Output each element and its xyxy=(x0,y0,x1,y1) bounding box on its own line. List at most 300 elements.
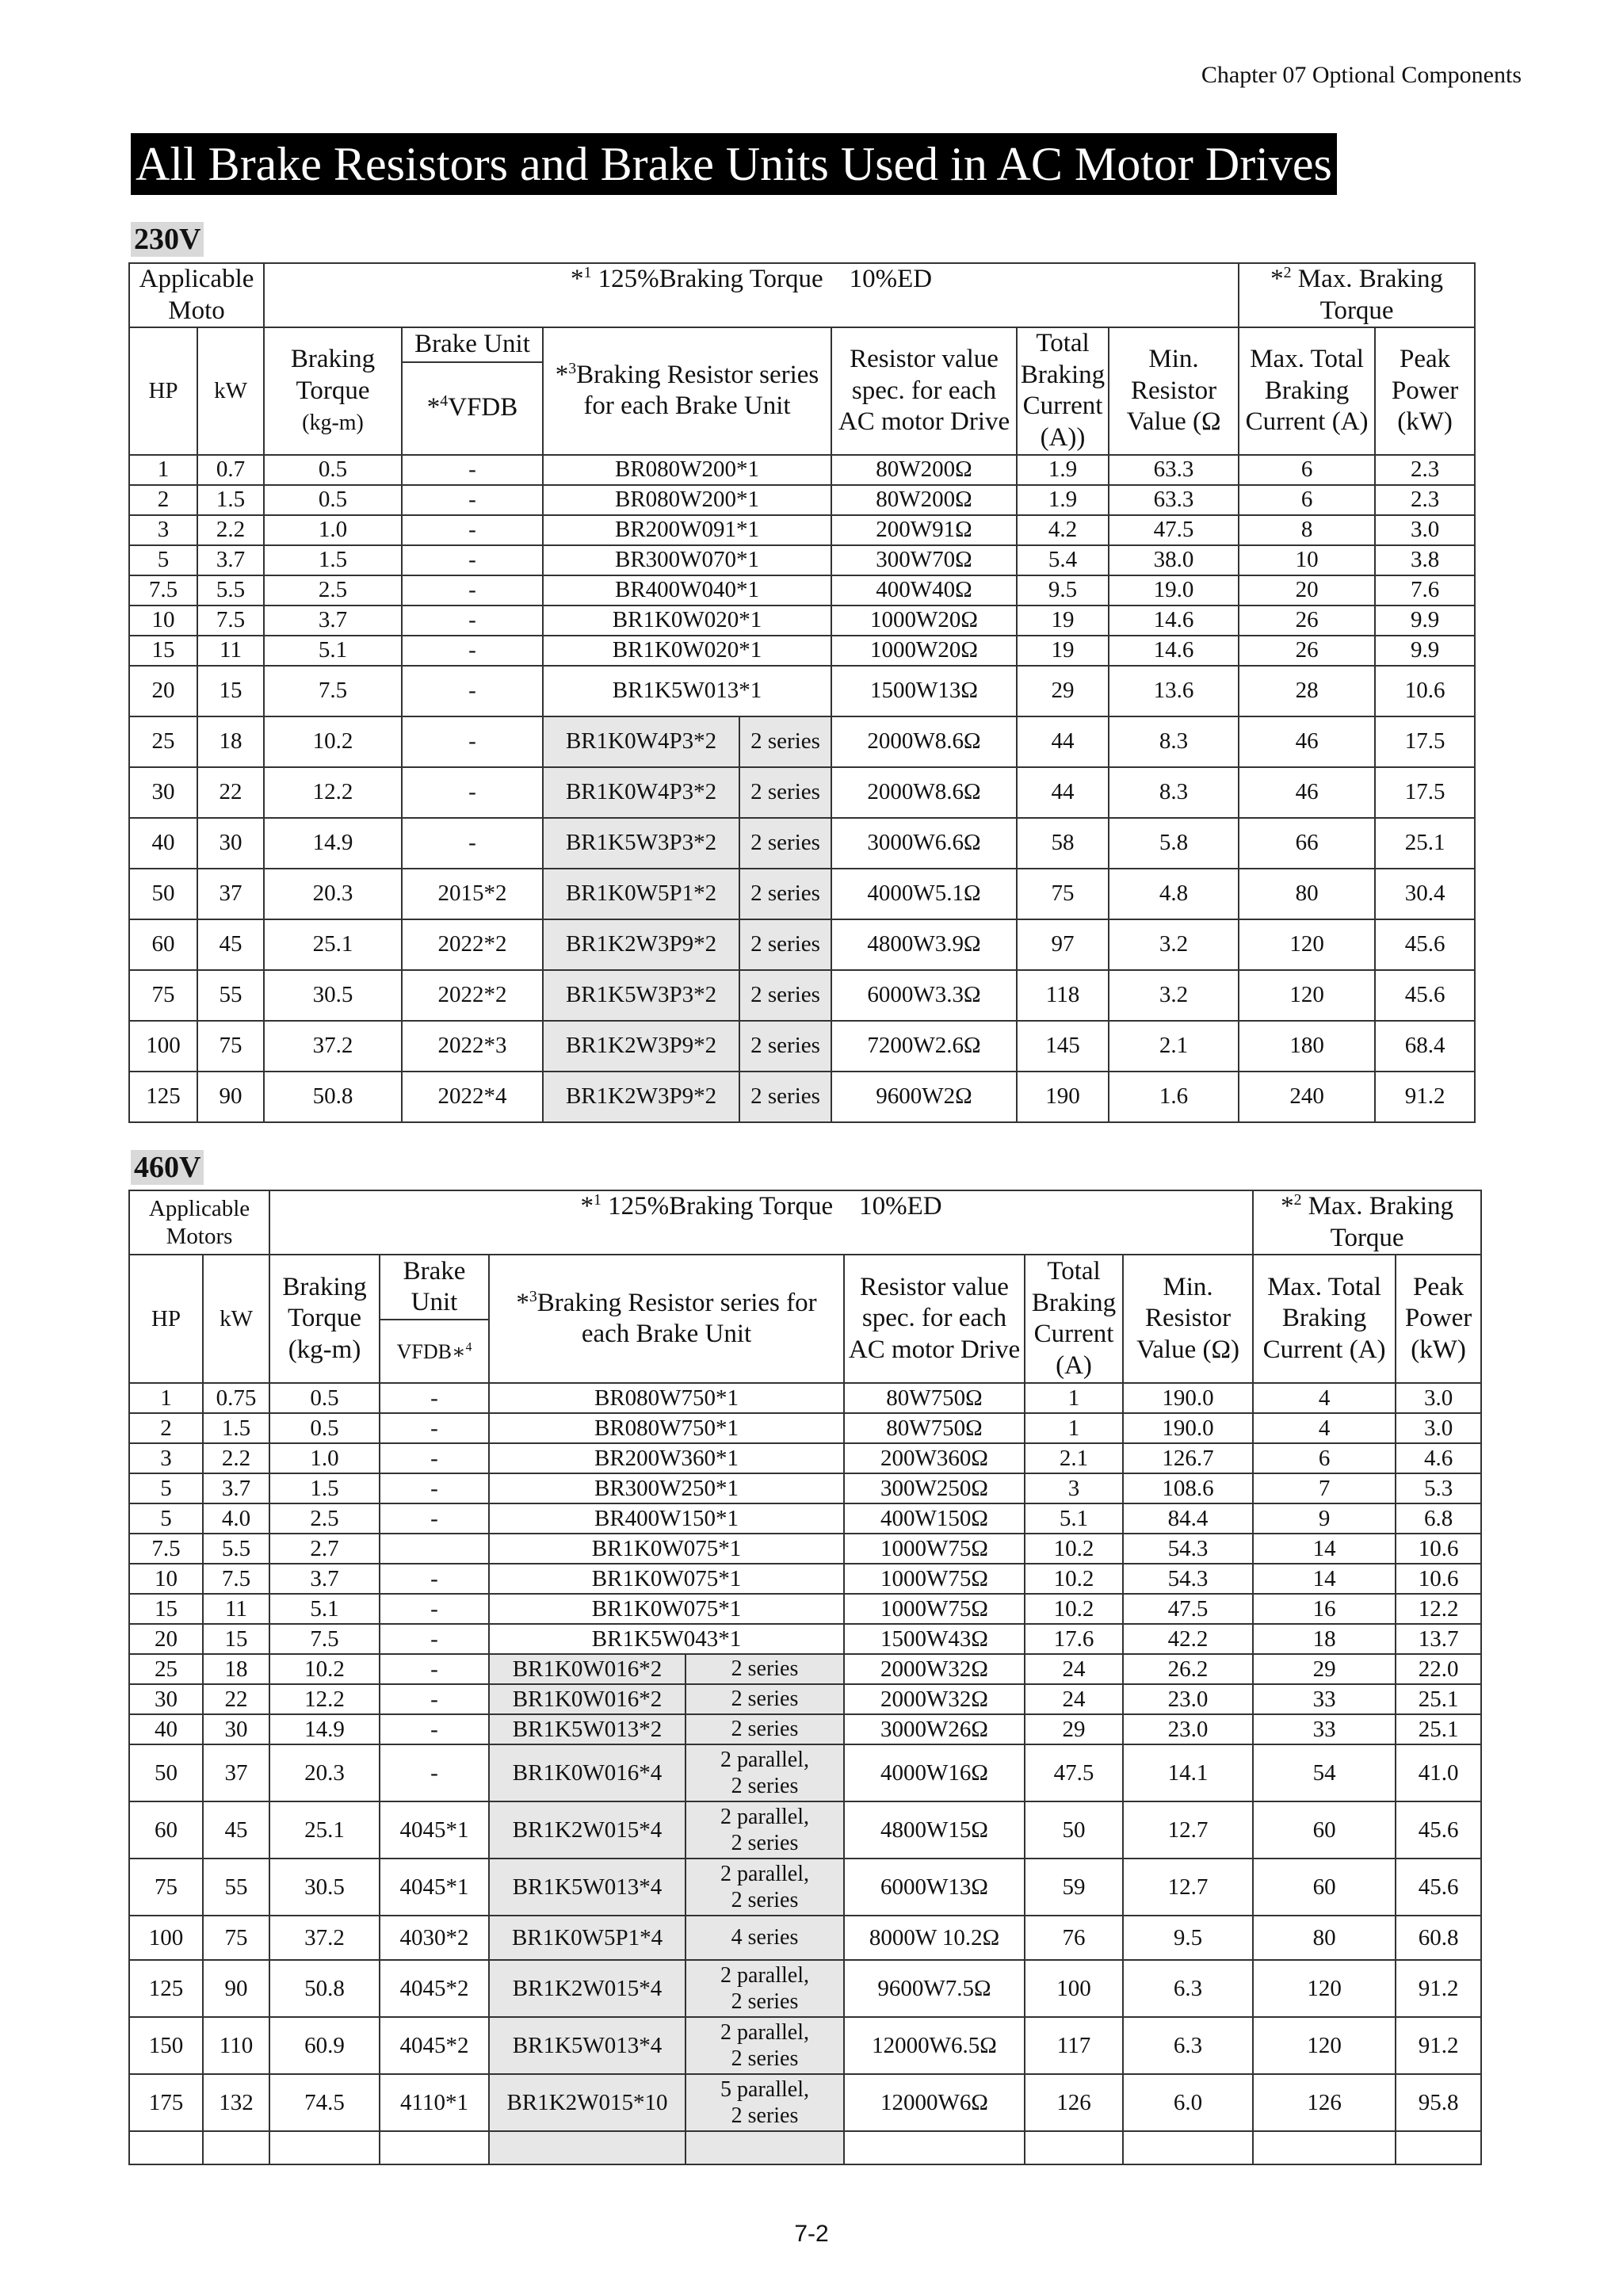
cell-minr: 190.0 xyxy=(1123,1413,1253,1443)
cell-spec: 300W70Ω xyxy=(831,545,1017,575)
table-row xyxy=(129,1564,1481,1594)
cell-peak: 95.8 xyxy=(1396,2074,1481,2131)
cell-series: 2 series xyxy=(685,1714,844,1744)
cell-minr: 13.6 xyxy=(1109,666,1239,716)
header-vfdb: *$^4$VFDB xyxy=(402,362,543,455)
cell-hp: 20 xyxy=(129,1624,203,1654)
cell-minr: 26.2 xyxy=(1123,1654,1253,1684)
cell-minr: 14.6 xyxy=(1109,636,1239,666)
cell-res: BR200W091*1 xyxy=(543,515,831,545)
cell-cur: 97 xyxy=(1017,919,1109,970)
cell-unit: - xyxy=(380,1684,489,1714)
cell-kw: 3.7 xyxy=(197,545,264,575)
cell-res: BR1K5W3P3*2 xyxy=(543,970,739,1021)
cell-bt: 30.5 xyxy=(269,1859,380,1916)
cell-unit: 4045*1 xyxy=(380,1801,489,1859)
cell-bt: 5.1 xyxy=(269,1594,380,1624)
table-row xyxy=(129,1916,1481,1960)
cell-spec: 9600W2Ω xyxy=(831,1072,1017,1122)
table-row xyxy=(129,2017,1481,2074)
cell-spec: 1000W75Ω xyxy=(844,1594,1025,1624)
cell-maxc: 33 xyxy=(1253,1684,1396,1714)
cell-spec: 1500W43Ω xyxy=(844,1624,1025,1654)
cell-unit: - xyxy=(380,1594,489,1624)
cell-res: BR1K5W013*4 xyxy=(489,2017,685,2074)
cell-hp: 30 xyxy=(129,767,197,818)
cell-unit: - xyxy=(380,1564,489,1594)
cell-minr: 54.3 xyxy=(1123,1534,1253,1564)
table-row xyxy=(129,1443,1481,1473)
cell-cur: 1 xyxy=(1025,1383,1123,1413)
cell-spec: 1000W75Ω xyxy=(844,1534,1025,1564)
cell-unit: - xyxy=(380,1443,489,1473)
cell-kw: 90 xyxy=(203,1960,269,2017)
cell-unit: - xyxy=(402,455,543,485)
cell-spec: 400W150Ω xyxy=(844,1503,1025,1534)
cell-peak: 17.5 xyxy=(1375,716,1475,767)
cell-minr: 19.0 xyxy=(1109,575,1239,606)
cell-kw: 55 xyxy=(203,1859,269,1916)
table-row xyxy=(129,545,1475,575)
cell-res: BR1K0W4P3*2 xyxy=(543,716,739,767)
cell-series: 2 parallel, 2 series xyxy=(685,1960,844,2017)
cell-res: BR1K2W3P9*2 xyxy=(543,919,739,970)
cell-kw: 30 xyxy=(203,1714,269,1744)
cell-peak: 45.6 xyxy=(1375,970,1475,1021)
cell-hp: 5 xyxy=(129,1473,203,1503)
cell-minr: 2.1 xyxy=(1109,1021,1239,1072)
cell-maxc: 29 xyxy=(1253,1654,1396,1684)
cell-cur: 47.5 xyxy=(1025,1744,1123,1801)
section-label-460v: 460V xyxy=(131,1150,204,1185)
cell-cur: 118 xyxy=(1017,970,1109,1021)
cell-cur: 2.1 xyxy=(1025,1443,1123,1473)
cell-minr: 108.6 xyxy=(1123,1473,1253,1503)
cell-minr: 5.8 xyxy=(1109,818,1239,869)
table-row xyxy=(129,666,1475,716)
cell-minr: 9.5 xyxy=(1123,1916,1253,1960)
header-resistor-series: *$^3$Braking Resistor series for each Brake Unit xyxy=(489,1255,844,1383)
cell-peak: 45.6 xyxy=(1396,1859,1481,1916)
cell-maxc: 4 xyxy=(1253,1413,1396,1443)
cell-spec: 4800W15Ω xyxy=(844,1801,1025,1859)
cell-cur: 75 xyxy=(1017,869,1109,919)
cell-peak: 17.5 xyxy=(1375,767,1475,818)
cell-kw: 1.5 xyxy=(197,485,264,515)
cell-unit: - xyxy=(380,1714,489,1744)
cell-minr: 6.0 xyxy=(1123,2074,1253,2131)
cell-spec: 2000W8.6Ω xyxy=(831,716,1017,767)
cell-spec: 4000W5.1Ω xyxy=(831,869,1017,919)
cell-series: 2 series xyxy=(739,716,831,767)
table-row xyxy=(129,606,1475,636)
cell-minr: 126.7 xyxy=(1123,1443,1253,1473)
cell-bt: 3.7 xyxy=(264,606,402,636)
cell-kw: 5.5 xyxy=(203,1534,269,1564)
cell-spec: 2000W32Ω xyxy=(844,1684,1025,1714)
header-vfdb-text: VFDB xyxy=(448,393,518,422)
cell-maxc: 6 xyxy=(1253,1443,1396,1473)
cell-peak: 10.6 xyxy=(1396,1564,1481,1594)
cell-peak: 25.1 xyxy=(1396,1714,1481,1744)
table-row-empty xyxy=(129,2131,1481,2164)
cell-res: BR1K0W016*2 xyxy=(489,1684,685,1714)
cell-hp: 75 xyxy=(129,1859,203,1916)
cell-cur: 24 xyxy=(1025,1684,1123,1714)
cell-spec: 1000W20Ω xyxy=(831,636,1017,666)
cell-res: BR300W250*1 xyxy=(489,1473,844,1503)
header-group-125-torque: *$^1$ 125%Braking Torque 10%ED xyxy=(269,1190,1253,1255)
cell-spec: 1500W13Ω xyxy=(831,666,1017,716)
table-row xyxy=(129,1801,1481,1859)
cell-hp: 1 xyxy=(129,1383,203,1413)
cell-unit: 4110*1 xyxy=(380,2074,489,2131)
brake-table-230v xyxy=(128,262,1476,1123)
cell-res: BR1K0W075*1 xyxy=(489,1594,844,1624)
cell-hp: 7.5 xyxy=(129,1534,203,1564)
header-kw: kW xyxy=(197,327,264,454)
cell-cur: 59 xyxy=(1025,1859,1123,1916)
cell-maxc: 6 xyxy=(1239,485,1375,515)
cell-res: BR080W200*1 xyxy=(543,455,831,485)
cell-peak: 25.1 xyxy=(1375,818,1475,869)
cell-maxc: 26 xyxy=(1239,606,1375,636)
cell-cur: 9.5 xyxy=(1017,575,1109,606)
header-braking-torque xyxy=(264,327,402,454)
cell-res: BR1K0W020*1 xyxy=(543,636,831,666)
cell-cur: 44 xyxy=(1017,716,1109,767)
cell-series: 2 series xyxy=(739,1021,831,1072)
cell-bt: 10.2 xyxy=(264,716,402,767)
cell-unit: 2022*3 xyxy=(402,1021,543,1072)
cell-hp: 175 xyxy=(129,2074,203,2131)
cell-peak: 9.9 xyxy=(1375,636,1475,666)
cell-cur: 29 xyxy=(1025,1714,1123,1744)
cell-series: 2 series xyxy=(739,970,831,1021)
cell-res: BR080W200*1 xyxy=(543,485,831,515)
cell-res: BR1K5W043*1 xyxy=(489,1624,844,1654)
cell-kw: 15 xyxy=(197,666,264,716)
cell-kw: 75 xyxy=(197,1021,264,1072)
table-row xyxy=(129,767,1475,818)
cell-res: BR1K2W015*4 xyxy=(489,1801,685,1859)
cell-peak: 2.3 xyxy=(1375,485,1475,515)
cell-spec: 2000W8.6Ω xyxy=(831,767,1017,818)
cell-cur: 17.6 xyxy=(1025,1624,1123,1654)
cell-cur: 76 xyxy=(1025,1916,1123,1960)
cell-cur: 100 xyxy=(1025,1960,1123,2017)
cell-empty xyxy=(489,2131,685,2164)
cell-spec: 8000W 10.2Ω xyxy=(844,1916,1025,1960)
cell-peak: 91.2 xyxy=(1375,1072,1475,1122)
table-row xyxy=(129,1473,1481,1503)
cell-maxc: 8 xyxy=(1239,515,1375,545)
cell-unit: - xyxy=(402,716,543,767)
cell-maxc: 4 xyxy=(1253,1383,1396,1413)
cell-hp: 5 xyxy=(129,545,197,575)
cell-spec: 200W91Ω xyxy=(831,515,1017,545)
cell-hp: 15 xyxy=(129,636,197,666)
cell-unit: - xyxy=(380,1473,489,1503)
cell-spec: 3000W6.6Ω xyxy=(831,818,1017,869)
cell-bt: 1.5 xyxy=(269,1473,380,1503)
header-total-current: Total Braking Current (A) xyxy=(1025,1255,1123,1383)
cell-res: BR1K2W015*10 xyxy=(489,2074,685,2131)
cell-empty xyxy=(1123,2131,1253,2164)
header-group-max-torque: *$^2$ Max. Braking Torque xyxy=(1239,263,1475,327)
cell-empty xyxy=(129,2131,203,2164)
cell-kw: 18 xyxy=(203,1654,269,1684)
cell-spec: 300W250Ω xyxy=(844,1473,1025,1503)
cell-kw: 37 xyxy=(197,869,264,919)
page-title: All Brake Resistors and Brake Units Used in AC Motor Drives xyxy=(131,133,1337,195)
cell-unit: - xyxy=(402,575,543,606)
cell-unit: - xyxy=(380,1413,489,1443)
cell-hp: 100 xyxy=(129,1021,197,1072)
header-peak-power: Peak Power (kW) xyxy=(1375,327,1475,454)
header-braking-torque: Braking Torque (kg-m) xyxy=(269,1255,380,1383)
cell-bt: 74.5 xyxy=(269,2074,380,2131)
cell-bt: 5.1 xyxy=(264,636,402,666)
header-vfdb: VFDB∗$^4$ xyxy=(380,1320,489,1383)
cell-peak: 6.8 xyxy=(1396,1503,1481,1534)
cell-unit: 2022*2 xyxy=(402,970,543,1021)
cell-minr: 14.6 xyxy=(1109,606,1239,636)
cell-maxc: 80 xyxy=(1239,869,1375,919)
cell-peak: 5.3 xyxy=(1396,1473,1481,1503)
cell-kw: 11 xyxy=(197,636,264,666)
cell-unit: - xyxy=(380,1744,489,1801)
cell-bt: 37.2 xyxy=(264,1021,402,1072)
cell-hp: 50 xyxy=(129,1744,203,1801)
cell-unit: - xyxy=(402,515,543,545)
cell-spec: 80W200Ω xyxy=(831,485,1017,515)
page-number: 7-2 xyxy=(794,2221,829,2247)
table-row xyxy=(129,1714,1481,1744)
cell-series: 5 parallel, 2 series xyxy=(685,2074,844,2131)
cell-maxc: 60 xyxy=(1253,1801,1396,1859)
cell-kw: 45 xyxy=(197,919,264,970)
cell-empty xyxy=(203,2131,269,2164)
cell-bt: 1.5 xyxy=(264,545,402,575)
header-group-max-torque-text: Max. Braking Torque xyxy=(1308,1192,1454,1252)
header-applicable-motors: Applicable Motors xyxy=(129,1190,269,1255)
cell-maxc: 120 xyxy=(1253,2017,1396,2074)
cell-peak: 9.9 xyxy=(1375,606,1475,636)
cell-spec: 1000W20Ω xyxy=(831,606,1017,636)
cell-cur: 1 xyxy=(1025,1413,1123,1443)
cell-res: BR080W750*1 xyxy=(489,1413,844,1443)
cell-hp: 25 xyxy=(129,716,197,767)
cell-bt: 10.2 xyxy=(269,1654,380,1684)
cell-kw: 90 xyxy=(197,1072,264,1122)
brake-table-460v xyxy=(128,1190,1482,2165)
cell-minr: 190.0 xyxy=(1123,1383,1253,1413)
cell-peak: 3.8 xyxy=(1375,545,1475,575)
cell-spec: 2000W32Ω xyxy=(844,1654,1025,1684)
cell-empty xyxy=(1396,2131,1481,2164)
cell-hp: 7.5 xyxy=(129,575,197,606)
cell-empty xyxy=(685,2131,844,2164)
table-row xyxy=(129,970,1475,1021)
cell-minr: 12.7 xyxy=(1123,1859,1253,1916)
table-row xyxy=(129,919,1475,970)
cell-cur: 19 xyxy=(1017,606,1109,636)
cell-kw: 2.2 xyxy=(197,515,264,545)
cell-maxc: 18 xyxy=(1253,1624,1396,1654)
cell-maxc: 9 xyxy=(1253,1503,1396,1534)
cell-maxc: 80 xyxy=(1253,1916,1396,1960)
cell-minr: 63.3 xyxy=(1109,485,1239,515)
cell-peak: 30.4 xyxy=(1375,869,1475,919)
cell-hp: 40 xyxy=(129,818,197,869)
cell-bt: 2.5 xyxy=(269,1503,380,1534)
cell-maxc: 33 xyxy=(1253,1714,1396,1744)
header-group-max-torque: *$^2$ Max. Braking Torque xyxy=(1253,1190,1481,1255)
cell-hp: 40 xyxy=(129,1714,203,1744)
cell-peak: 3.0 xyxy=(1396,1413,1481,1443)
cell-spec: 80W750Ω xyxy=(844,1383,1025,1413)
cell-maxc: 180 xyxy=(1239,1021,1375,1072)
table-row xyxy=(129,485,1475,515)
cell-bt: 25.1 xyxy=(264,919,402,970)
cell-kw: 110 xyxy=(203,2017,269,2074)
cell-spec: 9600W7.5Ω xyxy=(844,1960,1025,2017)
cell-spec: 6000W13Ω xyxy=(844,1859,1025,1916)
cell-peak: 91.2 xyxy=(1396,1960,1481,2017)
cell-maxc: 14 xyxy=(1253,1534,1396,1564)
cell-minr: 6.3 xyxy=(1123,1960,1253,2017)
table-body-460v xyxy=(129,1383,1481,2164)
cell-cur: 1.9 xyxy=(1017,485,1109,515)
table-row xyxy=(129,515,1475,545)
cell-bt: 0.5 xyxy=(264,485,402,515)
cell-minr: 1.6 xyxy=(1109,1072,1239,1122)
cell-maxc: 46 xyxy=(1239,767,1375,818)
cell-minr: 42.2 xyxy=(1123,1624,1253,1654)
cell-maxc: 126 xyxy=(1253,2074,1396,2131)
cell-peak: 3.0 xyxy=(1375,515,1475,545)
cell-spec: 4800W3.9Ω xyxy=(831,919,1017,970)
cell-hp: 60 xyxy=(129,1801,203,1859)
cell-spec: 1000W75Ω xyxy=(844,1564,1025,1594)
cell-maxc: 28 xyxy=(1239,666,1375,716)
cell-maxc: 6 xyxy=(1239,455,1375,485)
cell-kw: 1.5 xyxy=(203,1413,269,1443)
cell-peak: 10.6 xyxy=(1396,1534,1481,1564)
cell-spec: 200W360Ω xyxy=(844,1443,1025,1473)
cell-res: BR1K0W075*1 xyxy=(489,1534,844,1564)
cell-bt: 20.3 xyxy=(269,1744,380,1801)
table-row xyxy=(129,1534,1481,1564)
cell-bt: 60.9 xyxy=(269,2017,380,2074)
cell-res: BR1K0W5P1*2 xyxy=(543,869,739,919)
cell-series: 2 parallel, 2 series xyxy=(685,2017,844,2074)
cell-minr: 23.0 xyxy=(1123,1684,1253,1714)
table-row xyxy=(129,869,1475,919)
cell-peak: 22.0 xyxy=(1396,1654,1481,1684)
table-row xyxy=(129,1684,1481,1714)
cell-res: BR080W750*1 xyxy=(489,1383,844,1413)
cell-minr: 47.5 xyxy=(1123,1594,1253,1624)
cell-hp: 10 xyxy=(129,606,197,636)
cell-series: 2 parallel, 2 series xyxy=(685,1859,844,1916)
cell-minr: 6.3 xyxy=(1123,2017,1253,2074)
cell-unit: - xyxy=(402,818,543,869)
cell-kw: 15 xyxy=(203,1624,269,1654)
cell-res: BR1K0W5P1*4 xyxy=(489,1916,685,1960)
cell-bt: 50.8 xyxy=(269,1960,380,2017)
header-group-125-torque-text: 125%Braking Torque 10%ED xyxy=(608,1192,942,1221)
cell-hp: 60 xyxy=(129,919,197,970)
cell-cur: 10.2 xyxy=(1025,1594,1123,1624)
cell-peak: 45.6 xyxy=(1396,1801,1481,1859)
cell-spec: 4000W16Ω xyxy=(844,1744,1025,1801)
cell-unit: - xyxy=(402,545,543,575)
cell-bt: 20.3 xyxy=(264,869,402,919)
cell-res: BR1K0W4P3*2 xyxy=(543,767,739,818)
cell-minr: 63.3 xyxy=(1109,455,1239,485)
cell-bt: 12.2 xyxy=(264,767,402,818)
cell-spec: 7200W2.6Ω xyxy=(831,1021,1017,1072)
cell-cur: 10.2 xyxy=(1025,1564,1123,1594)
cell-spec: 3000W26Ω xyxy=(844,1714,1025,1744)
cell-unit: - xyxy=(380,1503,489,1534)
cell-peak: 13.7 xyxy=(1396,1624,1481,1654)
cell-peak: 25.1 xyxy=(1396,1684,1481,1714)
cell-bt: 2.5 xyxy=(264,575,402,606)
cell-series: 2 parallel, 2 series xyxy=(685,1801,844,1859)
cell-cur: 50 xyxy=(1025,1801,1123,1859)
cell-kw: 132 xyxy=(203,2074,269,2131)
cell-unit: 2015*2 xyxy=(402,869,543,919)
cell-res: BR1K5W013*1 xyxy=(543,666,831,716)
cell-unit: - xyxy=(402,606,543,636)
cell-series: 2 series xyxy=(739,1072,831,1122)
cell-peak: 12.2 xyxy=(1396,1594,1481,1624)
cell-minr: 54.3 xyxy=(1123,1564,1253,1594)
cell-maxc: 66 xyxy=(1239,818,1375,869)
header-kw: kW xyxy=(203,1255,269,1383)
header-braking-torque-unit: (kg-m) xyxy=(302,411,364,436)
table-row xyxy=(129,716,1475,767)
cell-minr: 8.3 xyxy=(1109,716,1239,767)
cell-peak: 91.2 xyxy=(1396,2017,1481,2074)
table-row xyxy=(129,1654,1481,1684)
cell-hp: 75 xyxy=(129,970,197,1021)
cell-kw: 55 xyxy=(197,970,264,1021)
header-resistor-series-text: Braking Resistor series for each Brake Unit xyxy=(576,360,819,421)
table-row xyxy=(129,1021,1475,1072)
cell-res: BR1K2W3P9*2 xyxy=(543,1021,739,1072)
header-min-resistor: Min. Resistor Value (Ω) xyxy=(1123,1255,1253,1383)
cell-cur: 29 xyxy=(1017,666,1109,716)
cell-res: BR1K5W3P3*2 xyxy=(543,818,739,869)
cell-minr: 8.3 xyxy=(1109,767,1239,818)
cell-cur: 3 xyxy=(1025,1473,1123,1503)
header-resistor-value: Resistor value spec. for each AC motor Drive xyxy=(844,1255,1025,1383)
cell-maxc: 46 xyxy=(1239,716,1375,767)
cell-kw: 37 xyxy=(203,1744,269,1801)
table-row xyxy=(129,575,1475,606)
cell-cur: 5.4 xyxy=(1017,545,1109,575)
header-brake-unit: Brake Unit xyxy=(402,327,543,361)
cell-res: BR1K0W016*4 xyxy=(489,1744,685,1801)
table-row xyxy=(129,1413,1481,1443)
table-row xyxy=(129,1624,1481,1654)
cell-minr: 3.2 xyxy=(1109,970,1239,1021)
cell-peak: 45.6 xyxy=(1375,919,1475,970)
